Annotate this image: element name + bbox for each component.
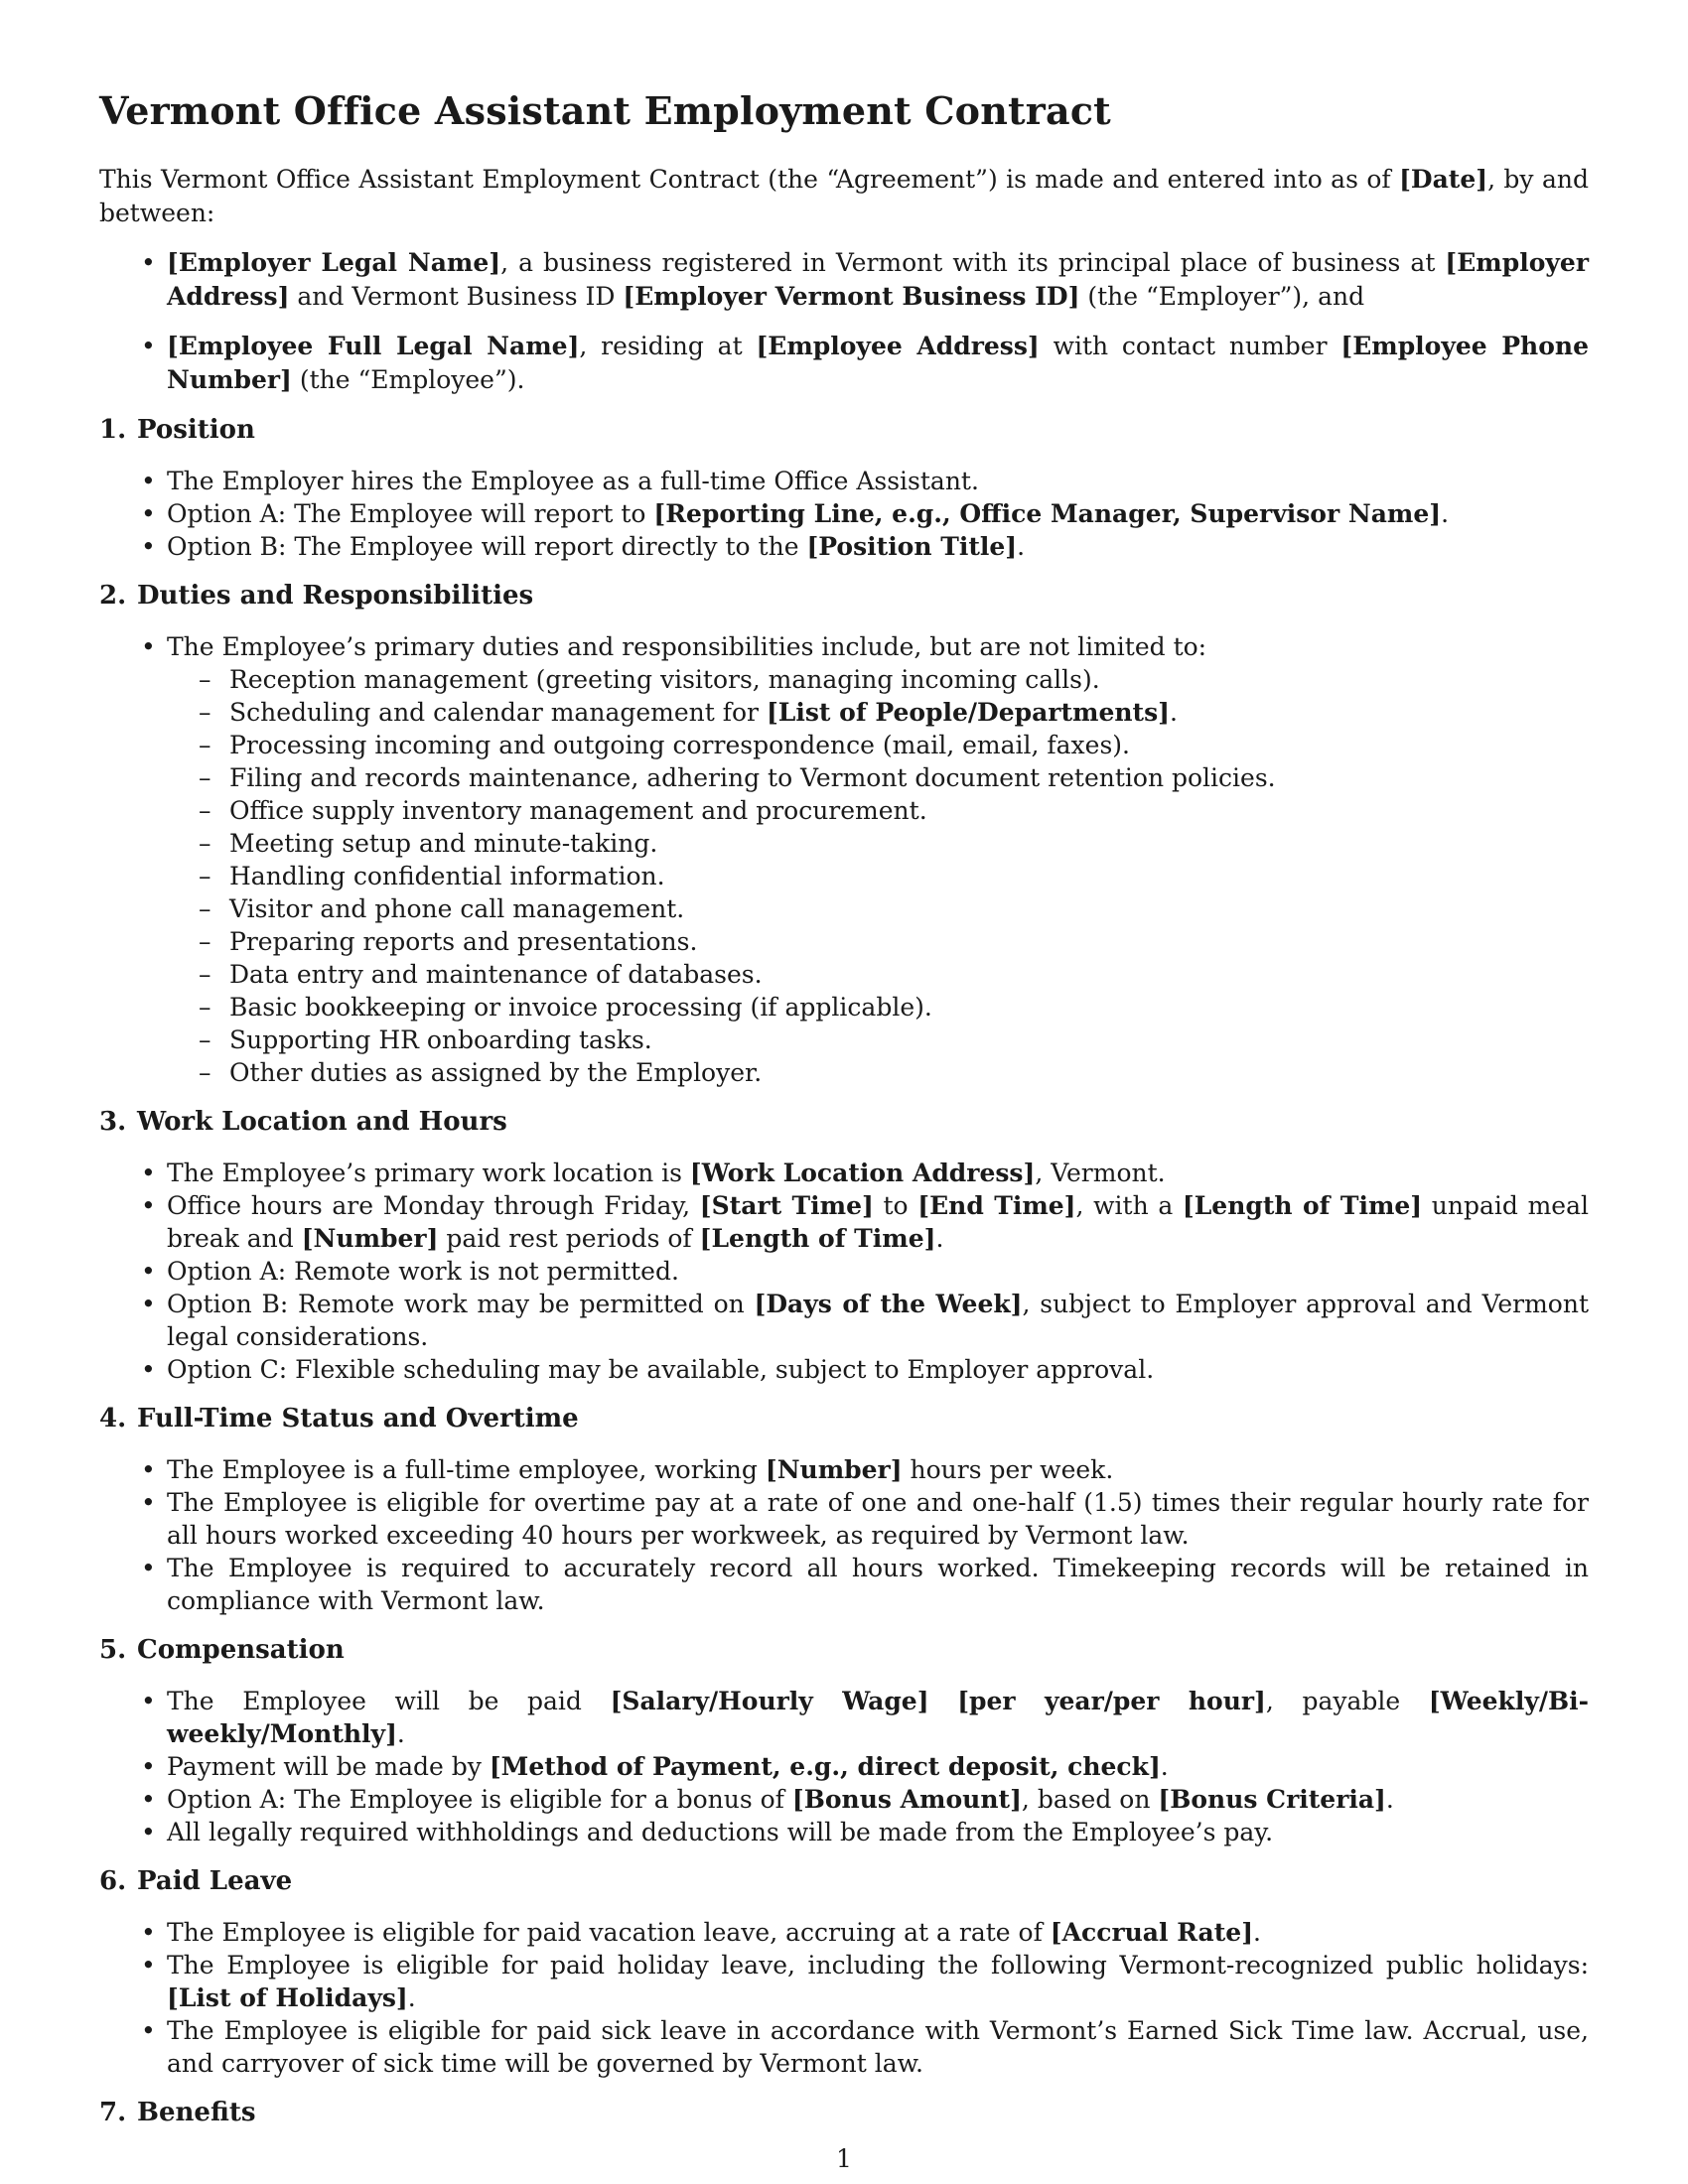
employee-party bbox=[99, 330, 1589, 397]
section-heading-work-location bbox=[99, 1105, 1589, 1139]
list-item bbox=[99, 1783, 1589, 1816]
employer-name-placeholder: [Employer Legal Name] bbox=[167, 248, 501, 277]
text: Office hours are Monday through Friday, bbox=[167, 1191, 700, 1220]
section-title: Position bbox=[137, 415, 255, 445]
text: The Employee is eligible for paid holiday leave, including the following Vermont-recognized public holidays: bbox=[167, 1951, 1589, 1979]
text: . bbox=[1160, 1752, 1169, 1781]
section-title: Benefits bbox=[137, 2098, 256, 2127]
text: , a business registered in Vermont with its principal place of business at bbox=[500, 248, 1446, 277]
list-item: – Meeting setup and minute-taking. bbox=[167, 827, 1589, 860]
list-item: • Option A: Remote work is not permitted. bbox=[99, 1255, 1589, 1288]
list-item: – Handling confidential information. bbox=[167, 860, 1589, 892]
placeholder: [Salary/Hourly Wage] bbox=[610, 1687, 929, 1715]
placeholder: [Start Time] bbox=[699, 1191, 874, 1220]
text: unpaid meal break and bbox=[167, 1191, 1589, 1253]
list-item: • The Employee is eligible for paid sick leave in accordance with Vermont’s Earned Sick Time law. Accrual, use, and carryover of sick time will be governed by Vermont law. bbox=[99, 2014, 1589, 2080]
section-number: 5. bbox=[99, 1635, 127, 1665]
text: The Employee is a full-time employee, working bbox=[167, 1455, 766, 1484]
section-title: Full-Time Status and Overtime bbox=[137, 1404, 579, 1433]
list-item: • All legally required withholdings and deductions will be made from the Employee’s pay. bbox=[99, 1816, 1589, 1848]
text bbox=[929, 1687, 958, 1715]
text: paid rest periods of bbox=[438, 1224, 700, 1253]
text: Payment will be made by bbox=[167, 1752, 490, 1781]
text: The Employee will be paid bbox=[167, 1687, 611, 1715]
list-item: – Basic bookkeeping or invoice processing (if applicable). bbox=[167, 991, 1589, 1024]
text: Scheduling and calendar management for bbox=[229, 698, 767, 727]
list-item bbox=[167, 696, 1589, 729]
list-item: – Office supply inventory management and procurement. bbox=[167, 794, 1589, 827]
section-number: 7. bbox=[99, 2098, 127, 2127]
text: Option B: Remote work may be permitted on bbox=[167, 1290, 755, 1318]
document-page bbox=[99, 87, 1589, 2147]
employee-phone-placeholder: [Employee Phone Number] bbox=[167, 332, 1589, 394]
section-heading-benefits bbox=[99, 2096, 1589, 2129]
text: . bbox=[1441, 499, 1450, 528]
full-time-status-list bbox=[99, 1453, 1589, 1617]
list-item bbox=[99, 1157, 1589, 1189]
section-number: 1. bbox=[99, 415, 127, 445]
placeholder: [Bonus Amount] bbox=[791, 1785, 1022, 1814]
text: . bbox=[935, 1224, 944, 1253]
section-heading-paid-leave bbox=[99, 1864, 1589, 1898]
intro-text: This Vermont Office Assistant Employment Contract (the “Agreement”) is made and entered into as of bbox=[99, 165, 1400, 194]
compensation-list bbox=[99, 1685, 1589, 1848]
list-item bbox=[99, 1750, 1589, 1783]
employee-name-placeholder: [Employee Full Legal Name] bbox=[167, 332, 580, 360]
placeholder: [List of People/Departments] bbox=[766, 698, 1171, 727]
list-item: – Preparing reports and presentations. bbox=[167, 925, 1589, 958]
section-title: Compensation bbox=[137, 1635, 345, 1665]
text: , subject to Employer approval and Vermont legal considerations. bbox=[167, 1290, 1589, 1351]
list-item: • The Employee is required to accurately record all hours worked. Timekeeping records will be retained in compliance with Vermont law. bbox=[99, 1552, 1589, 1617]
position-list bbox=[99, 465, 1589, 563]
text: , residing at bbox=[579, 332, 757, 360]
placeholder: [Number] bbox=[765, 1455, 903, 1484]
party-list bbox=[99, 246, 1589, 397]
text: (the “Employee”). bbox=[291, 365, 525, 394]
section-title: Duties and Responsibilities bbox=[137, 581, 534, 611]
text: The Employee’s primary duties and responsibilities include, but are not limited to: bbox=[167, 632, 1207, 661]
text: , payable bbox=[1265, 1687, 1429, 1715]
list-item: – Visitor and phone call management. bbox=[167, 892, 1589, 925]
text: The Employee’s primary work location is bbox=[167, 1159, 690, 1187]
text: , with a bbox=[1075, 1191, 1183, 1220]
placeholder: [per year/per hour] bbox=[957, 1687, 1266, 1715]
document-title: Vermont Office Assistant Employment Contract bbox=[99, 88, 1111, 133]
placeholder: [Number] bbox=[301, 1224, 439, 1253]
placeholder: [Position Title] bbox=[806, 532, 1018, 561]
list-item bbox=[99, 1916, 1589, 1949]
list-item: • The Employer hires the Employee as a full-time Office Assistant. bbox=[99, 465, 1589, 497]
date-placeholder: [Date] bbox=[1399, 165, 1488, 194]
employer-address-placeholder: [Employer Address] bbox=[167, 248, 1590, 311]
placeholder: [End Time] bbox=[917, 1191, 1076, 1220]
work-location-list bbox=[99, 1157, 1589, 1386]
employer-business-id-placeholder: [Employer Vermont Business ID] bbox=[623, 282, 1080, 311]
text: and Vermont Business ID bbox=[289, 282, 624, 311]
placeholder: [Method of Payment, e.g., direct deposit, check] bbox=[489, 1752, 1161, 1781]
placeholder: [Reporting Line, e.g., Office Manager, Supervisor Name] bbox=[653, 499, 1442, 528]
placeholder: [Days of the Week] bbox=[754, 1290, 1023, 1318]
placeholder: [Work Location Address] bbox=[689, 1159, 1036, 1187]
placeholder: [Length of Time] bbox=[1182, 1191, 1423, 1220]
list-item: – Data entry and maintenance of databases. bbox=[167, 958, 1589, 991]
list-item bbox=[99, 530, 1589, 563]
section-number: 3. bbox=[99, 1107, 127, 1137]
list-item bbox=[99, 630, 1589, 1089]
duties-list bbox=[99, 630, 1589, 1089]
section-heading-position bbox=[99, 413, 1589, 447]
text: , based on bbox=[1021, 1785, 1159, 1814]
intro-paragraph bbox=[99, 163, 1589, 230]
text: The Employee is eligible for paid vacation leave, accruing at a rate of bbox=[167, 1918, 1051, 1947]
list-item: – Processing incoming and outgoing correspondence (mail, email, faxes). bbox=[167, 729, 1589, 761]
text: . bbox=[396, 1719, 405, 1748]
list-item bbox=[99, 1288, 1589, 1353]
list-item bbox=[99, 1189, 1589, 1255]
text: . bbox=[1017, 532, 1026, 561]
section-heading-full-time-status bbox=[99, 1402, 1589, 1435]
list-item bbox=[99, 1949, 1589, 2014]
section-title: Work Location and Hours bbox=[137, 1107, 507, 1137]
placeholder: [Accrual Rate] bbox=[1050, 1918, 1254, 1947]
list-item: – Supporting HR onboarding tasks. bbox=[167, 1024, 1589, 1056]
section-title: Paid Leave bbox=[137, 1866, 293, 1896]
text: Option B: The Employee will report directly to the bbox=[167, 532, 807, 561]
employee-address-placeholder: [Employee Address] bbox=[756, 332, 1040, 360]
placeholder: [List of Holidays] bbox=[167, 1983, 408, 2012]
paid-leave-list bbox=[99, 1916, 1589, 2080]
placeholder: [Weekly/Bi-weekly/Monthly] bbox=[167, 1687, 1589, 1748]
text: . bbox=[1385, 1785, 1394, 1814]
intro-text: , by and between: bbox=[99, 165, 1589, 227]
text: with contact number bbox=[1039, 332, 1341, 360]
section-number: 6. bbox=[99, 1866, 127, 1896]
list-item: – Filing and records maintenance, adhering to Vermont document retention policies. bbox=[167, 761, 1589, 794]
list-item bbox=[99, 497, 1589, 530]
placeholder: [Length of Time] bbox=[699, 1224, 936, 1253]
text: Option A: The Employee is eligible for a bonus of bbox=[167, 1785, 792, 1814]
section-number: 4. bbox=[99, 1404, 127, 1433]
text: . bbox=[1253, 1918, 1261, 1947]
list-item: • Option C: Flexible scheduling may be available, subject to Employer approval. bbox=[99, 1353, 1589, 1386]
duties-sublist bbox=[167, 663, 1589, 1089]
list-item: • The Employee is eligible for overtime pay at a rate of one and one-half (1.5) times their regular hourly rate for all hours worked exceeding 40 hours per workweek, as required by Vermont law. bbox=[99, 1486, 1589, 1552]
list-item: – Reception management (greeting visitors, managing incoming calls). bbox=[167, 663, 1589, 696]
section-number: 2. bbox=[99, 581, 127, 611]
text: . bbox=[1170, 698, 1178, 727]
section-heading-compensation bbox=[99, 1633, 1589, 1667]
text: , Vermont. bbox=[1035, 1159, 1166, 1187]
text: . bbox=[407, 1983, 416, 2012]
text: Option A: The Employee will report to bbox=[167, 499, 654, 528]
list-item bbox=[99, 1685, 1589, 1750]
list-item: – Other duties as assigned by the Employer. bbox=[167, 1056, 1589, 1089]
employer-party bbox=[99, 246, 1589, 314]
text: to bbox=[873, 1191, 918, 1220]
text: (the “Employer”), and bbox=[1079, 282, 1365, 311]
placeholder: [Bonus Criteria] bbox=[1158, 1785, 1386, 1814]
section-heading-duties bbox=[99, 579, 1589, 613]
list-item bbox=[99, 1453, 1589, 1486]
text: hours per week. bbox=[902, 1455, 1114, 1484]
page-number: 1 bbox=[836, 2144, 852, 2173]
